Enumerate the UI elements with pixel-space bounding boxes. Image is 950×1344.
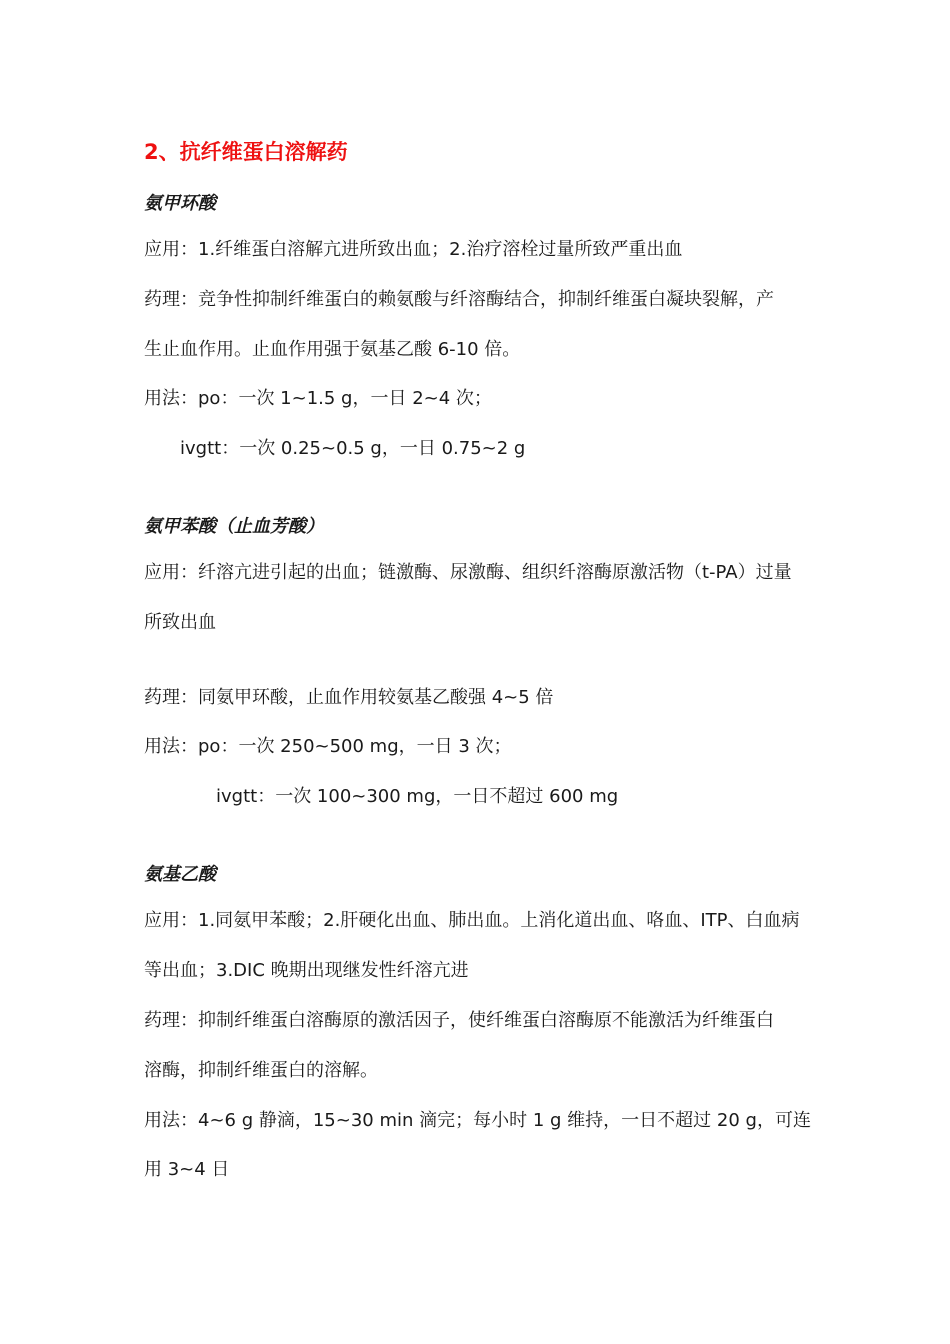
drug-3-usage-cont: 用 3~4 日 [144, 1159, 230, 1180]
drug-3-application: 应用：1.同氨甲苯酸；2.肝硬化出血、肺出血。上消化道出血、咯血、ITP、白血病 [144, 910, 800, 931]
drug-1-usage-po: 用法：po：一次 1~1.5 g，一日 2~4 次； [144, 388, 492, 409]
drug-3-pharmacology: 药理：抑制纤维蛋白溶酶原的激活因子，使纤维蛋白溶酶原不能激活为纤维蛋白 [144, 1010, 774, 1031]
drug-2-usage-po: 用法：po：一次 250~500 mg，一日 3 次； [144, 736, 512, 757]
drug-1-usage-ivgtt: ivgtt：一次 0.25~0.5 g，一日 0.75~2 g [180, 438, 526, 459]
drug-name-tranexamic-acid: 氨甲环酸 [144, 193, 216, 214]
drug-1-pharmacology: 药理：竞争性抑制纤维蛋白的赖氨酸与纤溶酶结合，抑制纤维蛋白凝块裂解，产 [144, 289, 774, 310]
drug-name-aminocaproic-acid: 氨基乙酸 [144, 864, 216, 885]
drug-3-pharmacology-cont: 溶酶，抑制纤维蛋白的溶解。 [144, 1060, 378, 1081]
drug-1-pharmacology-cont: 生止血作用。止血作用强于氨基乙酸 6-10 倍。 [144, 339, 521, 360]
drug-2-usage-ivgtt: ivgtt：一次 100~300 mg，一日不超过 600 mg [216, 786, 619, 807]
drug-3-usage: 用法：4~6 g 静滴，15~30 min 滴完；每小时 1 g 维持，一日不超过 20 g，可连 [144, 1110, 811, 1131]
section-title: 2、抗纤维蛋白溶解药 [144, 140, 348, 164]
drug-2-application-cont: 所致出血 [144, 612, 216, 633]
drug-2-application: 应用：纤溶亢进引起的出血；链激酶、尿激酶、组织纤溶酶原激活物（t-PA）过量 [144, 562, 792, 583]
drug-2-pharmacology: 药理：同氨甲环酸，止血作用较氨基乙酸强 4~5 倍 [144, 687, 554, 708]
drug-name-aminomethylbenzoic-acid: 氨甲苯酸（止血芳酸） [144, 516, 324, 537]
drug-3-application-cont: 等出血；3.DIC 晚期出现继发性纤溶亢进 [144, 960, 469, 981]
drug-1-application: 应用：1.纤维蛋白溶解亢进所致出血；2.治疗溶栓过量所致严重出血 [144, 239, 683, 260]
